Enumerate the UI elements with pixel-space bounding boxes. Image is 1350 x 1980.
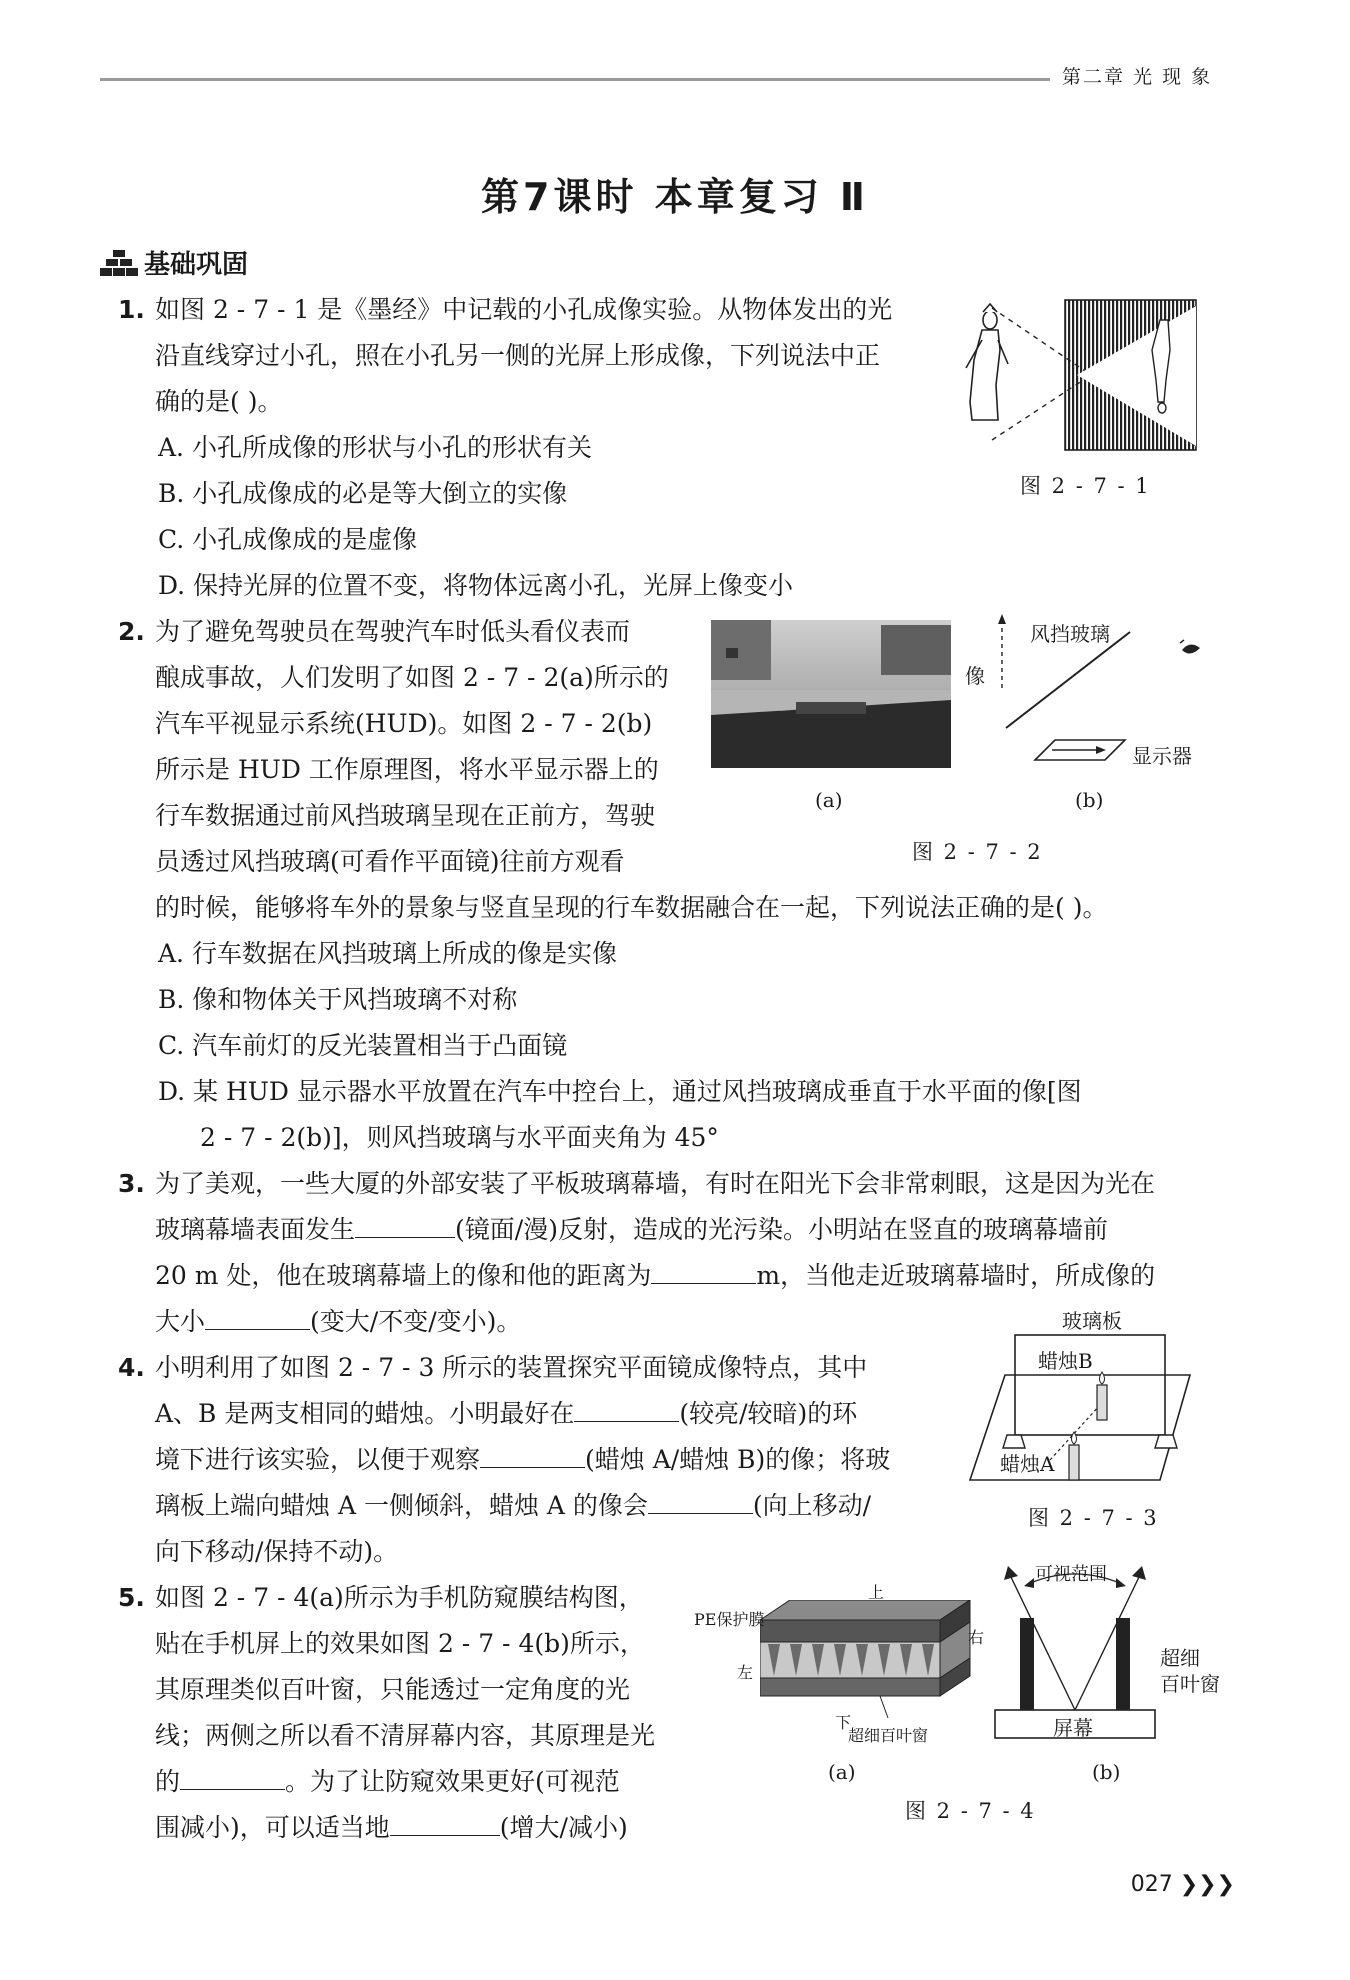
q2-line-5: 行车数据通过前风挡玻璃呈现在正前方，驾驶 <box>155 801 656 830</box>
privacy-film-structure <box>760 1600 980 1730</box>
page-number: 027 ❯❯❯ <box>1130 1872 1235 1897</box>
eye-icon <box>1180 640 1200 654</box>
q2-option-c: C. 汽车前灯的反光装置相当于凸面镜 <box>158 1031 568 1060</box>
figure-caption-2-7-4: 图 2 - 7 - 4 <box>905 1799 1036 1823</box>
q4-line-3: 境下进行该实验，以便于观察 (蜡烛 A/蜡烛 B)的像；将玻 <box>155 1445 891 1474</box>
q5-line-1: 如图 2 - 7 - 4(a)所示为手机防窥膜结构图， <box>155 1583 644 1612</box>
hud-windshield-label: 风挡玻璃 <box>1030 622 1110 646</box>
q4-line-2: A、B 是两支相同的蜡烛。小明最好在 (较亮/较暗)的环 <box>155 1399 858 1428</box>
figure-caption-2-7-1: 图 2 - 7 - 1 <box>1020 474 1151 498</box>
q4-line-1: 小明利用了如图 2 - 7 - 3 所示的装置探究平面镜成像特点，其中 <box>155 1353 868 1382</box>
header-rule <box>100 78 1050 81</box>
hud-display-label: 显示器 <box>1132 744 1192 768</box>
q1-line-3: 确的是( )。 <box>155 387 283 416</box>
screen-label: 屏幕 <box>1053 1716 1093 1740</box>
film-louver-label: 超细百叶窗 <box>848 1726 929 1745</box>
fig-2-7-2b-label: (b) <box>1075 788 1104 812</box>
q5-blank-1[interactable] <box>180 1769 285 1790</box>
q2-option-b: B. 像和物体关于风挡玻璃不对称 <box>158 985 518 1014</box>
q1-option-a: A. 小孔所成像的形状与小孔的形状有关 <box>158 433 592 462</box>
hud-image-label: 像 <box>965 664 985 688</box>
q4-blank-3[interactable] <box>648 1493 753 1514</box>
q5-line-5: 的 。为了让防窥效果更好(可视范 <box>155 1767 620 1796</box>
figure-caption-2-7-3: 图 2 - 7 - 3 <box>1028 1506 1159 1530</box>
q1-line-2: 沿直线穿过小孔，照在小孔另一侧的光屏上形成像，下列说法中正 <box>155 341 881 370</box>
film-pe-label: PE保护膜 <box>694 1610 765 1629</box>
section-title: 基础巩固 <box>144 250 249 280</box>
q1-number: 1. <box>118 295 145 324</box>
person-figure <box>966 304 1008 420</box>
q1-option-b: B. 小孔成像成的必是等大倒立的实像 <box>158 479 568 508</box>
candle-a-label: 蜡烛A <box>1000 1452 1055 1476</box>
q2-option-a: A. 行车数据在风挡玻璃上所成的像是实像 <box>158 939 617 968</box>
fig-2-7-2a-label: (a) <box>815 788 843 812</box>
film-right-label: 右 <box>968 1628 985 1647</box>
q3-blank-1[interactable] <box>355 1217 455 1238</box>
q3-line-2: 玻璃幕墙表面发生 (镜面/漫)反射，造成的光污染。小明站在竖直的玻璃幕墙前 <box>155 1215 1108 1244</box>
q3-blank-3[interactable] <box>205 1309 310 1330</box>
q4-line-5: 向下移动/保持不动)。 <box>155 1537 399 1566</box>
page-title: 第7课时 本章复习 Ⅱ <box>481 175 869 219</box>
q4-number: 4. <box>118 1353 145 1382</box>
bricks-icon <box>100 249 138 277</box>
figure-caption-2-7-2: 图 2 - 7 - 2 <box>912 840 1043 864</box>
chapter-header: 第二章 光 现 象 <box>1062 66 1213 88</box>
q3-line-3: 20 m 处，他在玻璃幕墙上的像和他的距离为 m，当他走近玻璃幕墙时，所成像的 <box>155 1261 1156 1290</box>
candle-b-label: 蜡烛B <box>1038 1349 1093 1373</box>
q5-line-2: 贴在手机屏上的效果如图 2 - 7 - 4(b)所示， <box>155 1629 645 1658</box>
louver-b-label-1: 超细 <box>1160 1646 1200 1670</box>
fig-2-7-4a-label: (a) <box>828 1760 856 1784</box>
q2-line-2: 酿成事故，人们发明了如图 2 - 7 - 2(a)所示的 <box>155 663 669 692</box>
q3-blank-2[interactable] <box>651 1263 756 1284</box>
q1-option-d: D. 保持光屏的位置不变，将物体远离小孔，光屏上像变小 <box>158 571 794 600</box>
q2-option-d: D. 某 HUD 显示器水平放置在汽车中控台上，通过风挡玻璃成垂直于水平面的像[图 <box>158 1077 1082 1106</box>
q2-option-d-cont: 2 - 7 - 2(b)]，则风挡玻璃与水平面夹角为 45° <box>200 1123 719 1152</box>
hud-photo <box>711 620 951 768</box>
q4-line-4: 璃板上端向蜡烛 A 一侧倾斜，蜡烛 A 的像会 (向上移动/ <box>155 1491 872 1520</box>
pinhole-figure <box>952 290 1202 460</box>
film-bottom-label: 下 <box>835 1713 852 1732</box>
q5-line-3: 其原理类似百叶窗，只能透过一定角度的光 <box>155 1675 631 1704</box>
film-left-label: 左 <box>737 1663 754 1682</box>
q1-line-1: 如图 2 - 7 - 1 是《墨经》中记载的小孔成像实验。从物体发出的光 <box>155 295 893 324</box>
film-top-label: 上 <box>868 1583 885 1602</box>
q5-line-6: 围减小)，可以适当地 (增大/减小) <box>155 1813 628 1842</box>
glass-plate-label: 玻璃板 <box>1062 1309 1122 1333</box>
q2-line-6: 员透过风挡玻璃(可看作平面镜)往前方观看 <box>155 847 625 876</box>
q3-line-1: 为了美观，一些大厦的外部安装了平板玻璃幕墙，有时在阳光下会非常刺眼，这是因为光在 <box>155 1169 1156 1198</box>
q2-number: 2. <box>118 617 145 646</box>
q4-blank-1[interactable] <box>574 1401 679 1422</box>
q2-line-3: 汽车平视显示系统(HUD)。如图 2 - 7 - 2(b) <box>155 709 653 738</box>
q1-option-c: C. 小孔成像成的是虚像 <box>158 525 418 554</box>
fig-2-7-4b-label: (b) <box>1092 1760 1121 1784</box>
q4-blank-2[interactable] <box>480 1447 585 1468</box>
q5-line-4: 线；两侧之所以看不清屏幕内容，其原理是光 <box>155 1721 656 1750</box>
louver-b-label-2: 百叶窗 <box>1160 1672 1220 1696</box>
section-heading <box>100 244 248 281</box>
q3-line-4: 大小 (变大/不变/变小)。 <box>155 1307 522 1336</box>
q2-line-4: 所示是 HUD 工作原理图，将水平显示器上的 <box>155 755 659 784</box>
view-range-label: 可视范围 <box>1035 1564 1107 1585</box>
q5-number: 5. <box>118 1583 145 1612</box>
q2-line-1: 为了避免驾驶员在驾驶汽车时低头看仪表而 <box>155 617 631 646</box>
q3-number: 3. <box>118 1169 145 1198</box>
q5-blank-2[interactable] <box>390 1815 500 1836</box>
q2-line-7: 的时候，能够将车外的景象与竖直呈现的行车数据融合在一起，下列说法正确的是( )。 <box>155 893 1108 922</box>
